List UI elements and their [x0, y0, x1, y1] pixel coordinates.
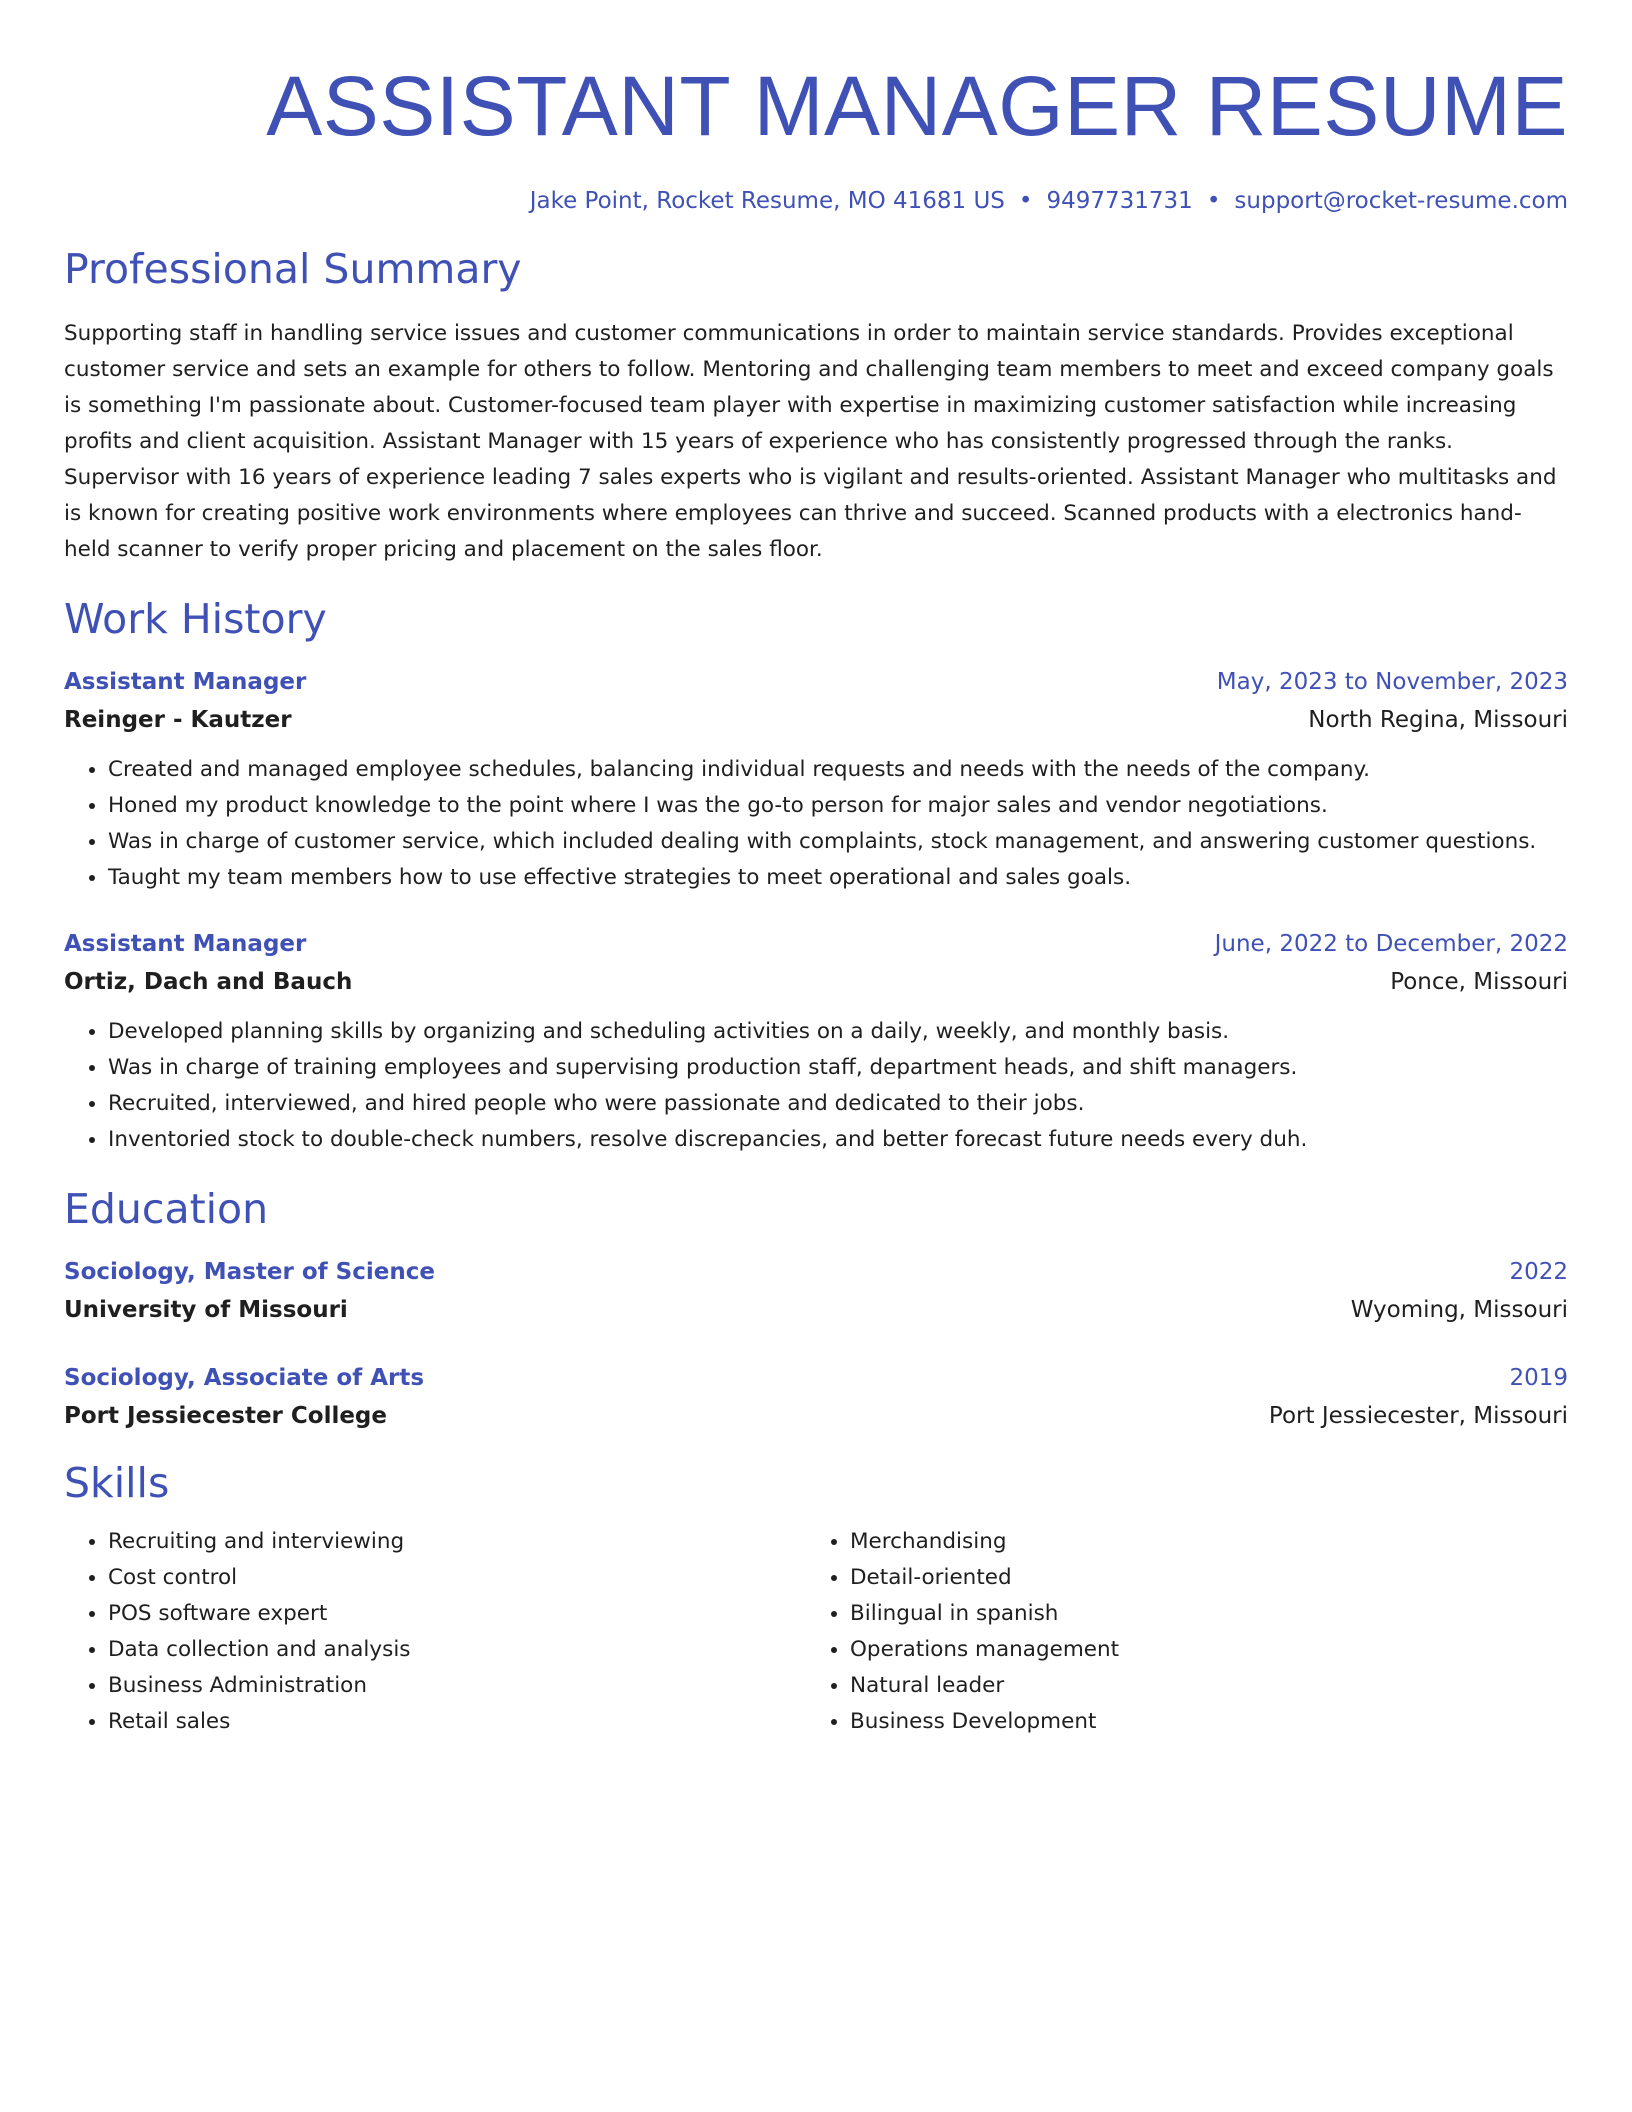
- contact-phone: 9497731731: [1046, 188, 1193, 214]
- education-school: University of Missouri: [64, 1297, 348, 1323]
- skill-item: • Recruiting and interviewing: [108, 1524, 806, 1560]
- education-degree: Sociology, Master of Science: [64, 1259, 435, 1285]
- contact-separator: •: [1206, 188, 1221, 214]
- job-title: Assistant Manager: [64, 669, 307, 695]
- skills-left-column: [64, 1524, 806, 1740]
- education-heading: Education: [64, 1185, 269, 1233]
- job-entry: [64, 926, 1568, 1158]
- job-dates: June, 2022 to December, 2022: [1214, 931, 1568, 957]
- education-degree: Sociology, Associate of Arts: [64, 1365, 425, 1391]
- job-bullet: • Honed my product knowledge to the point where I was the go-to person for major sales and vendor negotiations.: [108, 788, 1568, 824]
- skills-section: [64, 1458, 1568, 1740]
- skills-right-column: [806, 1524, 1548, 1740]
- summary-section: [64, 244, 1568, 568]
- job-bullet: • Recruited, interviewed, and hired people who were passionate and dedicated to their jobs.: [108, 1086, 1568, 1122]
- skill-item: • Cost control: [108, 1560, 806, 1596]
- education-year: 2019: [1509, 1365, 1568, 1391]
- education-subheader: [64, 1290, 1568, 1330]
- education-school: Port Jessiecester College: [64, 1403, 387, 1429]
- skill-item: • Merchandising: [850, 1524, 1548, 1560]
- skills-columns: [64, 1524, 1568, 1740]
- education-header: [64, 1254, 1568, 1290]
- skill-item: • Retail sales: [108, 1704, 806, 1740]
- education-year: 2022: [1509, 1259, 1568, 1285]
- skill-item: • Operations management: [850, 1632, 1548, 1668]
- summary-text: Supporting staff in handling service issues and customer communications in order to maintain service standards. Provides exceptional customer service and sets an example for others to follow. Mentoring and challenging team members to meet and exceed company goals is something I'm passionate about. Customer-focused team player with expertise in maximizing customer satisfaction while increasing profits and client acquisition. Assistant Manager with 15 years of experience who has consistently progressed through the ranks. Supervisor with 16 years of experience leading 7 sales experts who is vigilant and results-oriented. Assistant Manager who multitasks and is known for creating positive work environments where employees can thrive and succeed. Scanned products with a electronics hand-held scanner to verify proper pricing and placement on the sales floor.: [64, 321, 1557, 562]
- job-bullet: • Created and managed employee schedules, balancing individual requests and needs with the needs of the company.: [108, 752, 1568, 788]
- resume-page: [64, 0, 1568, 1740]
- skill-item: • Natural leader: [850, 1668, 1548, 1704]
- contact-separator: •: [1018, 188, 1033, 214]
- job-location: North Regina, Missouri: [1308, 707, 1568, 733]
- job-bullets: [64, 752, 1568, 896]
- job-subheader: [64, 700, 1568, 740]
- skill-item: • Business Development: [850, 1704, 1548, 1740]
- education-section: [64, 1184, 1568, 1436]
- job-bullets: [64, 1014, 1568, 1158]
- job-company: Reinger - Kautzer: [64, 707, 292, 733]
- education-entry: [64, 1254, 1568, 1330]
- skills-heading: Skills: [64, 1459, 170, 1507]
- contact-line: [64, 186, 1568, 216]
- job-company: Ortiz, Dach and Bauch: [64, 969, 353, 995]
- skill-item: • POS software expert: [108, 1596, 806, 1632]
- work-section: [64, 594, 1568, 1158]
- skill-item: • Detail-oriented: [850, 1560, 1548, 1596]
- job-location: Ponce, Missouri: [1390, 969, 1568, 995]
- education-subheader: [64, 1396, 1568, 1436]
- education-location: Port Jessiecester, Missouri: [1268, 1403, 1568, 1429]
- job-header: [64, 664, 1568, 700]
- resume-title: ASSISTANT MANAGER RESUME: [266, 59, 1568, 153]
- job-bullet: • Developed planning skills by organizing and scheduling activities on a daily, weekly, and monthly basis.: [108, 1014, 1568, 1050]
- skill-item: • Data collection and analysis: [108, 1632, 806, 1668]
- job-bullet: • Taught my team members how to use effective strategies to meet operational and sales goals.: [108, 860, 1568, 896]
- contact-address: Jake Point, Rocket Resume, MO 41681 US: [529, 188, 1005, 214]
- job-header: [64, 926, 1568, 962]
- education-location: Wyoming, Missouri: [1350, 1297, 1568, 1323]
- job-dates: May, 2023 to November, 2023: [1216, 669, 1568, 695]
- job-title: Assistant Manager: [64, 931, 307, 957]
- skill-item: • Bilingual in spanish: [850, 1596, 1548, 1632]
- job-entry: [64, 664, 1568, 896]
- skill-item: • Business Administration: [108, 1668, 806, 1704]
- summary-heading: Professional Summary: [64, 245, 522, 293]
- contact-email: support@rocket-resume.com: [1234, 188, 1568, 214]
- work-heading: Work History: [64, 595, 327, 643]
- education-entry: [64, 1360, 1568, 1436]
- education-header: [64, 1360, 1568, 1396]
- job-bullet: • Was in charge of training employees and supervising production staff, department heads, and shift managers.: [108, 1050, 1568, 1086]
- job-bullet: • Was in charge of customer service, which included dealing with complaints, stock management, and answering customer questions.: [108, 824, 1568, 860]
- job-bullet: • Inventoried stock to double-check numbers, resolve discrepancies, and better forecast future needs every duh.: [108, 1122, 1568, 1158]
- job-subheader: [64, 962, 1568, 1002]
